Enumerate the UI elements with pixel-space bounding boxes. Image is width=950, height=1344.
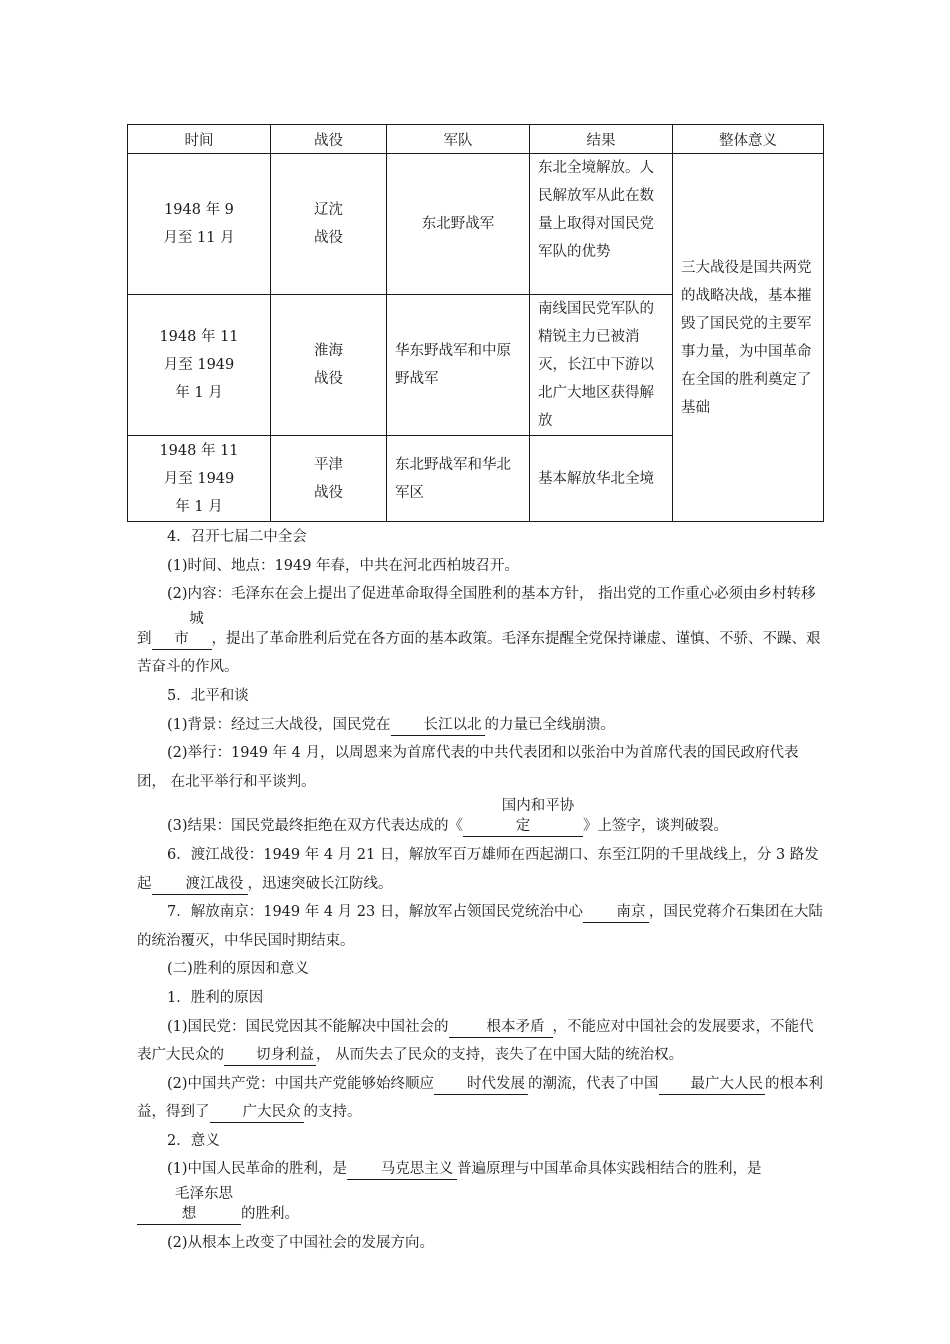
answer-blank: 毛泽东思想 [137,1184,241,1225]
answer-blank: 根本矛盾 [449,1017,553,1038]
paragraph: 7．解放南京：1949 年 4 月 23 日，解放军占领国民党统治中心 南京 ，国民党蒋介石集团在大陆的统治覆灭，中华民国时期结束。 [137,904,823,949]
cell-army: 东北野战军 [387,154,530,295]
cell-result: 南线国民党军队的精锐主力已被消灭，长江中下游以北广大地区获得解放 [530,295,673,436]
answer-blank: 切身利益 [224,1045,316,1066]
cell-army: 东北野战军和华北军区 [387,436,530,522]
header-result: 结果 [530,125,673,154]
answer-blank: 马克思主义 [347,1159,457,1180]
document-body [137,523,827,1257]
answer-blank: 渡江战役 [152,874,248,895]
cell-campaign: 平津 战役 [271,436,387,522]
subsection-heading: 1．胜利的原因 [167,989,264,1006]
answer-blank: 城市 [152,609,212,650]
paragraph: (2)从根本上改变了中国社会的发展方向。 [167,1234,435,1251]
answer-blank: 最广大人民 [659,1074,766,1095]
answer-blank: 南京 [583,902,649,923]
answer-blank: 长江以北 [391,715,485,736]
cell-result: 基本解放华北全境 [530,436,673,522]
table-header-row [128,125,824,154]
subsection-heading: 2．意义 [167,1132,220,1149]
cell-campaign: 淮海 战役 [271,295,387,436]
header-campaign: 战役 [271,125,387,154]
cell-campaign: 辽沈 战役 [271,154,387,295]
cell-time: 1948 年 11 月至 1949 年 1 月 [128,295,271,436]
section-heading: 4．召开七届二中全会 [167,529,307,545]
paragraph: (3)结果：国民党最终拒绝在双方代表达成的《国内和平协定 》上签字，谈判破裂。 [137,796,827,841]
paragraph: (1)时间、地点：1949 年春，中共在河北西柏坡召开。 [167,557,520,574]
cell-time: 1948 年 9 月至 11 月 [128,154,271,295]
paragraph: 6．渡江战役：1949 年 4 月 21 日，解放军百万雄师在西起湖口、东至江阴的千里战线上，分 3 路发起 渡江战役 ，迅速突破长江防线。 [137,841,827,898]
campaign-table [127,124,824,522]
cell-significance: 三大战役是国共两党的战略决战，基本摧毁了国民党的主要军事力量，为中国革命在全国的胜利奠定了基础 [673,154,824,522]
answer-blank: 国内和平协定 [463,796,583,837]
section-heading: (二)胜利的原因和意义 [167,961,309,978]
paragraph: (1)国民党：国民党因其不能解决中国社会的 根本矛盾 ，不能应对中国社会的发展要求，不能代表广大民众的 切身利益 ， 从而失去了民众的支持，丧失了在中国大陆的统治权。 [137,1013,827,1070]
header-time: 时间 [128,125,271,154]
paragraph: (2)举行：1949 年 4 月，以周恩来为首席代表的中共代表团和以张治中为首席代表的国民政府代表团， 在北平举行和平谈判。 [137,745,799,790]
header-army: 军队 [387,125,530,154]
paragraph: (1)背景：经过三大战役，国民党在 长江以北 的力量已全线崩溃。 [137,711,827,740]
header-significance: 整体意义 [673,125,824,154]
cell-army: 华东野战军和中原野战军 [387,295,530,436]
cell-result: 东北全境解放。人民解放军从此在数量上取得对国民党军队的优势 [530,154,673,295]
paragraph: (2)中国共产党：中国共产党能够始终顺应 时代发展 的潮流，代表了中国 最广大人民 的根本利益，得到了 广大民众 的支持。 [137,1070,827,1127]
answer-blank: 时代发展 [434,1074,528,1095]
section-heading: 5．北平和谈 [167,687,249,704]
table-row [128,154,824,295]
paragraph: (1)中国人民革命的胜利，是 马克思主义 普遍原理与中国革命具体实践相结合的胜利，是毛泽东思想 的胜利。 [137,1155,827,1228]
paragraph: (2)内容：毛泽东在会上提出了促进革命取得全国胜利的基本方针， 指出党的工作重心必须由乡村转移到城市 ，提出了革命胜利后党在各方面的基本政策。毛泽东提醒全党保持谦虚、谨慎、不骄、不躁、艰苦奋斗的作风。 [137,586,821,676]
cell-time: 1948 年 11 月至 1949 年 1 月 [128,436,271,522]
answer-blank: 广大民众 [210,1102,304,1123]
